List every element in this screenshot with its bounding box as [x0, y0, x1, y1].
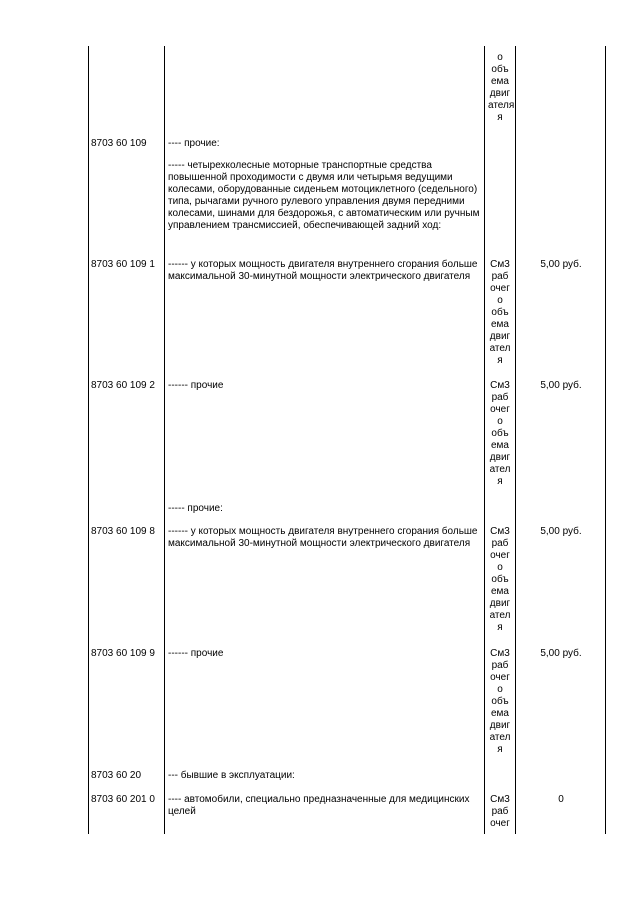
table-border-right [605, 46, 606, 834]
unit-cell: См3 раб очег о объ ема двиг ател я [489, 380, 511, 487]
table-border-left [88, 46, 89, 834]
table-border-code-desc [164, 46, 165, 834]
table-border-unit-rate [515, 46, 516, 834]
unit-cell: См3 раб очег [490, 794, 510, 829]
description-cell: ------ у которых мощность двигателя внутреннего сгорания больше максимальной 30-минутной мощности электрического двигателя [168, 259, 478, 282]
unit-cell: о объ ема двиг ателя я [488, 52, 515, 123]
rate-cell: 5,00 руб. [540, 526, 582, 537]
description-cell: ------ прочие [168, 380, 224, 391]
rate-cell: 0 [558, 794, 564, 805]
code-cell: 8703 60 109 2 [91, 380, 155, 391]
rate-cell: 5,00 руб. [540, 380, 582, 391]
code-cell: 8703 60 109 9 [91, 648, 155, 659]
unit-cell: См3 раб очег о объ ема двиг ател я [489, 259, 511, 366]
table-border-desc-unit [484, 46, 485, 834]
description-cell: ------ прочие [168, 648, 224, 659]
description-cell: ----- четырехколесные моторные транспортные средства повышенной проходимости с двумя или четырьмя ведущими колесами, оборудованные сиденьем мотоциклетного (седельного) типа, рычагами ручного рулевого управления двумя передними колесами, шинами для бездорожья, с автоматическим или ручным управлением трансмиссией, обеспечивающей задний ход: [168, 160, 480, 231]
code-cell: 8703 60 109 1 [91, 259, 155, 270]
unit-cell: См3 раб очег о объ ема двиг ател я [489, 526, 511, 633]
rate-cell: 5,00 руб. [540, 648, 582, 659]
description-cell: ---- автомобили, специально предназначенные для медицинских целей [168, 794, 470, 817]
description-cell: ---- прочие: [168, 138, 220, 149]
description-cell: ------ у которых мощность двигателя внутреннего сгорания больше максимальной 30-минутной мощности электрического двигателя [168, 526, 478, 549]
unit-cell: См3 раб очег о объ ема двиг ател я [489, 648, 511, 755]
description-cell: ----- прочие: [168, 503, 223, 514]
description-cell: --- бывшие в эксплуатации: [168, 770, 295, 781]
code-cell: 8703 60 20 [91, 770, 142, 781]
code-cell: 8703 60 109 8 [91, 526, 155, 537]
code-cell: 8703 60 201 0 [91, 794, 155, 805]
code-cell: 8703 60 109 [91, 138, 147, 149]
rate-cell: 5,00 руб. [540, 259, 582, 270]
